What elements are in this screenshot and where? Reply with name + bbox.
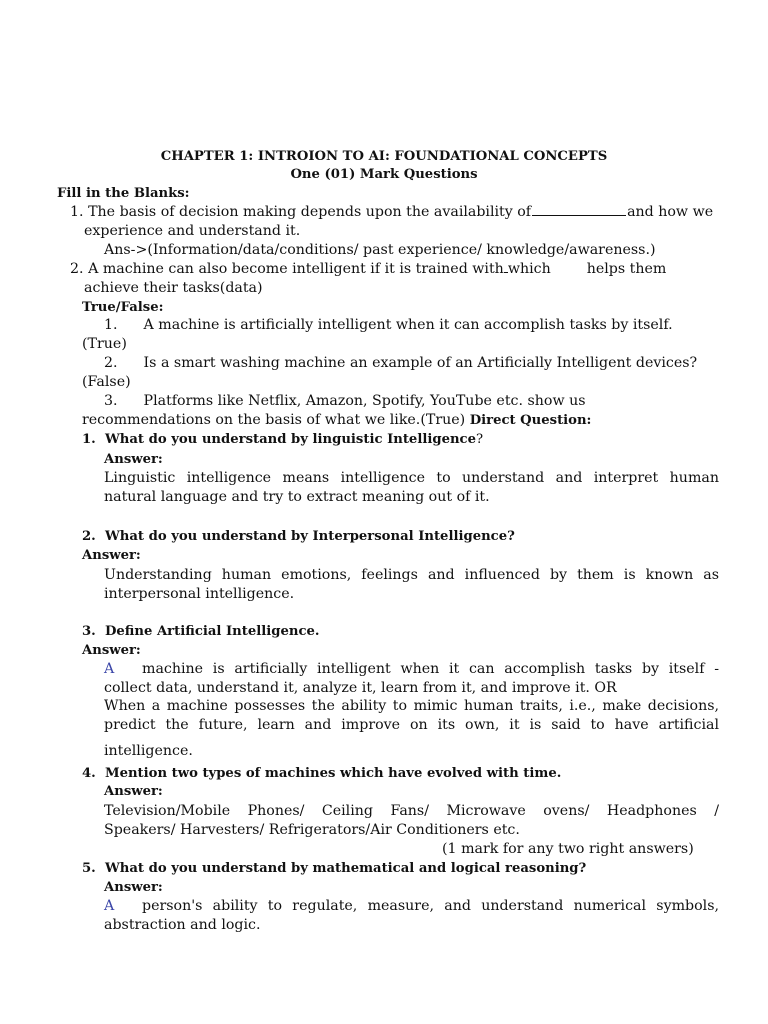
answer-text: Ans->(Information/data/conditions/ past experience/ knowledge/awareness.) [104,242,656,258]
tf-question-3-continuation [82,411,591,430]
question-text: Is a smart washing machine an example of an Artificially Intelligent devices? [143,355,698,371]
question-text: Define Artificial Intelligence. [104,624,320,639]
answer-text: Understanding human emotions, feelings and influenced by them is known as [104,567,719,583]
tf-answer-2: (False) [82,374,131,390]
fill-blank-question-1 [70,203,713,222]
question-text-end: and how we [627,204,714,220]
answer-label: Answer: [82,643,141,658]
question-text: Mention two types of machines which have evolved with time. [104,766,562,781]
page-subtitle: One (01) Mark Questions [290,167,478,182]
question-mark: ? [475,432,484,447]
question-number: 3. [82,624,96,639]
fill-blank-question-2 [70,260,666,279]
question-continuation: achieve their tasks(data) [84,280,263,296]
question-text-mid: which [507,261,551,277]
answer-text: person's ability to regulate, measure, and understand numerical symbols, [142,898,719,914]
question-number: 2. [82,529,96,544]
answer-text: Linguistic intelligence means intelligence to understand and interpret human [104,470,719,486]
question-number: 3. [104,393,118,409]
fill-blanks-heading: Fill in the Blanks: [57,186,190,201]
direct-question-5 [82,859,586,878]
question-number: 5. [82,861,96,876]
answer-text: When a machine possesses the ability to mimic human traits, i.e., make decisions, [104,698,719,714]
answer-text: intelligence. [104,743,193,759]
direct-question-4 [82,764,561,783]
direct-question-heading: Direct Question: [469,413,592,428]
tf-question-1 [104,316,673,335]
tf-answer-1: (True) [82,336,127,352]
tf-question-3 [104,392,586,411]
question-text: What do you understand by Interpersonal Intelligence? [104,529,515,544]
answer-text: natural language and try to extract meaning out of it. [104,489,490,505]
answer-text: Speakers/ Harvesters/ Refrigerators/Air Conditioners etc. [104,822,520,838]
question-number: 4. [82,766,96,781]
true-false-heading: True/False: [82,300,164,315]
answer-label: Answer: [104,452,163,467]
question-text: A machine is artificially intelligent when it can accomplish tasks by itself. [143,317,673,333]
question-number: 2. [70,261,84,277]
answer-first-word: A [104,898,115,914]
direct-question-3 [82,622,320,641]
question-text: A machine can also become intelligent if it is trained with [88,261,504,277]
question-number: 2. [104,355,118,371]
question-text: recommendations on the basis of what we like.(True) [82,412,466,428]
marking-note: (1 mark for any two right answers) [442,841,694,857]
question-text: What do you understand by mathematical and logical reasoning? [104,861,587,876]
question-text: What do you understand by linguistic Intelligence [104,432,476,447]
question-continuation: experience and understand it. [84,223,301,239]
answer-text: predict the future, learn and improve on its own, it is said to have artificial [104,717,719,733]
question-text: Platforms like Netflix, Amazon, Spotify, YouTube etc. show us [143,393,586,409]
answer-text: abstraction and logic. [104,917,261,933]
answer-label: Answer: [104,880,163,895]
question-number: 1. [70,204,84,220]
answer-text: Television/Mobile Phones/ Ceiling Fans/ Microwave ovens/ Headphones / [104,803,719,819]
question-text: The basis of decision making depends upon the availability of [88,204,532,220]
answer-text: collect data, understand it, analyze it, learn from it, and improve it. OR [104,680,617,696]
direct-question-1 [82,430,483,449]
answer-first-word: A [104,661,115,677]
page-title: CHAPTER 1: INTROION TO AI: FOUNDATIONAL CONCEPTS [160,149,608,164]
question-text-end: helps them [586,261,667,277]
question-number: 1. [82,432,96,447]
answer-label: Answer: [82,548,141,563]
direct-question-2 [82,527,515,546]
tf-question-2 [104,354,697,373]
answer-label: Answer: [104,784,163,799]
question-number: 1. [104,317,118,333]
answer-text: machine is artificially intelligent when it can accomplish tasks by itself - [142,661,719,677]
answer-text: interpersonal intelligence. [104,586,295,602]
blank-line [532,203,626,216]
